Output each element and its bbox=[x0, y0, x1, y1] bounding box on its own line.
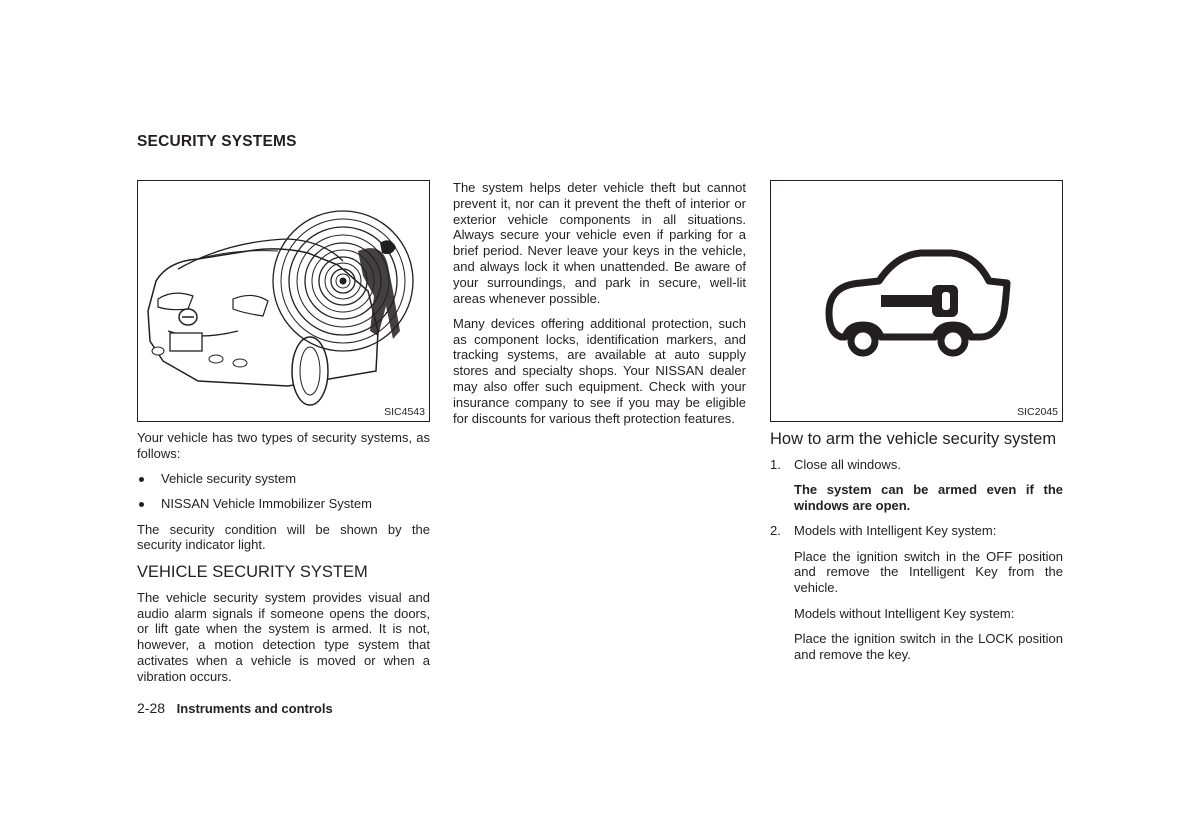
security-types-list bbox=[137, 471, 430, 512]
step-note-text: The system can be armed even if the windows are open. bbox=[794, 482, 1063, 514]
step-item bbox=[770, 457, 1063, 473]
step-number: 1. bbox=[770, 457, 781, 472]
column-middle bbox=[453, 180, 746, 436]
intro-text: Your vehicle has two types of security systems, as follows: bbox=[137, 430, 430, 461]
step-detail-text: Place the ignition switch in the LOCK position and remove the key. bbox=[794, 630, 1063, 662]
column-right bbox=[770, 430, 1063, 672]
list-item: NISSAN Vehicle Immobilizer System bbox=[137, 496, 430, 512]
step-detail bbox=[770, 549, 1063, 596]
deterrence-paragraph: The system helps deter vehicle theft but cannot prevent it, nor can it prevent the theft of interior or exterior vehicle components in all situations. Always secure your vehicle even if parking for a brief period. Never leave your keys in the vehicle, and always lock it when unattended. Be aware of your surroundings, and park in secure, well-lit areas whenever possible. bbox=[453, 180, 746, 306]
step-number: 2. bbox=[770, 523, 781, 539]
section-title: SECURITY SYSTEMS bbox=[137, 133, 297, 150]
step-detail-text: Place the ignition switch in the OFF position and remove the Intelligent Key from the vehicle. bbox=[794, 548, 1063, 596]
arm-system-heading: How to arm the vehicle security system bbox=[770, 430, 1057, 448]
step-note bbox=[770, 482, 1063, 514]
step-item bbox=[770, 523, 1063, 539]
figure-code: SIC2045 bbox=[1017, 406, 1058, 418]
page-number: 2-28 bbox=[137, 700, 166, 716]
vehicle-security-description: The vehicle security system provides visual and audio alarm signals if someone opens the doors, or lift gate when the system is armed. It is not, however, a motion detection type system that activates when a vehicle is moved or when a vibration occurs. bbox=[137, 589, 430, 684]
column-left bbox=[137, 430, 430, 694]
step-text: Models with Intelligent Key system: bbox=[794, 523, 997, 539]
figure-vehicle-security bbox=[137, 180, 430, 422]
arming-steps bbox=[770, 457, 1063, 662]
vehicle-security-heading: VEHICLE SECURITY SYSTEM bbox=[137, 562, 368, 581]
page-footer bbox=[137, 700, 333, 716]
step-detail bbox=[770, 631, 1063, 663]
protection-devices-paragraph: Many devices offering additional protection, such as component locks, identification markers, and tracking systems, are available at auto supply stores and specialty shops. Your NISSAN dealer may also offer such equipment. Check with your insurance company to see if you may be eligible for discounts for various theft protection features. bbox=[453, 315, 746, 426]
figure-code: SIC4543 bbox=[384, 406, 425, 418]
step-text: Close all windows. bbox=[794, 457, 901, 472]
step-detail-text: Models without Intelligent Key system: bbox=[794, 605, 1015, 621]
figure-car-key bbox=[770, 180, 1063, 422]
list-item: Vehicle security system bbox=[137, 471, 430, 487]
chapter-title: Instruments and controls bbox=[176, 701, 333, 716]
car-key-illustration bbox=[771, 181, 1062, 421]
indicator-note: The security condition will be shown by the security indicator light. bbox=[137, 521, 430, 553]
step-detail bbox=[770, 606, 1063, 622]
car-security-illustration bbox=[138, 181, 429, 421]
